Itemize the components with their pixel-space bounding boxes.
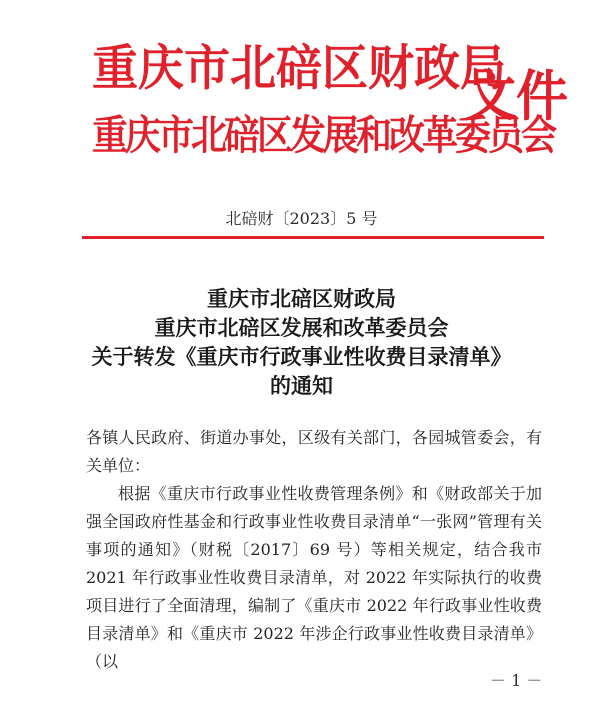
title-line-1: 重庆市北碚区财政局 [207, 286, 396, 311]
document-type-label: 文件 [464, 65, 569, 129]
salutation: 各镇人民政府、街道办事处，区级有关部门，各园城管委会，有关单位： [86, 428, 542, 475]
document-title [0, 284, 603, 400]
page-number: － 1 － [490, 671, 543, 690]
title-line-4: 的通知 [270, 373, 333, 398]
document-body [86, 424, 542, 676]
issuer-finance-bureau: 重庆市北碚区财政局 [92, 39, 506, 97]
title-line-3: 关于转发《重庆市行政事业性收费目录清单》 [91, 344, 512, 369]
title-line-2: 重庆市北碚区发展和改革委员会 [154, 315, 449, 340]
issuer-development-reform-commission: 重庆市北碚区发展和改革委员会 [92, 112, 555, 159]
document-number: 北碚财〔2023〕5 号 [225, 209, 378, 228]
red-separator-line [82, 236, 544, 239]
body-paragraph: 根据《重庆市行政事业性收费管理条例》和《财政部关于加强全国政府性基金和行政事业性收费目录清单“一张网”管理有关事项的通知》（财税〔2017〕69 号）等相关规定，结合我市 2021 年行政事业性收费目录清单，对 2022 年实际执行的收费项目进行了全面清理，编制了《重庆市 2022 年行政事业性收费目录清单》和《重庆市 2022 年涉企行政事业性收费目录清单》（以 [86, 484, 542, 671]
